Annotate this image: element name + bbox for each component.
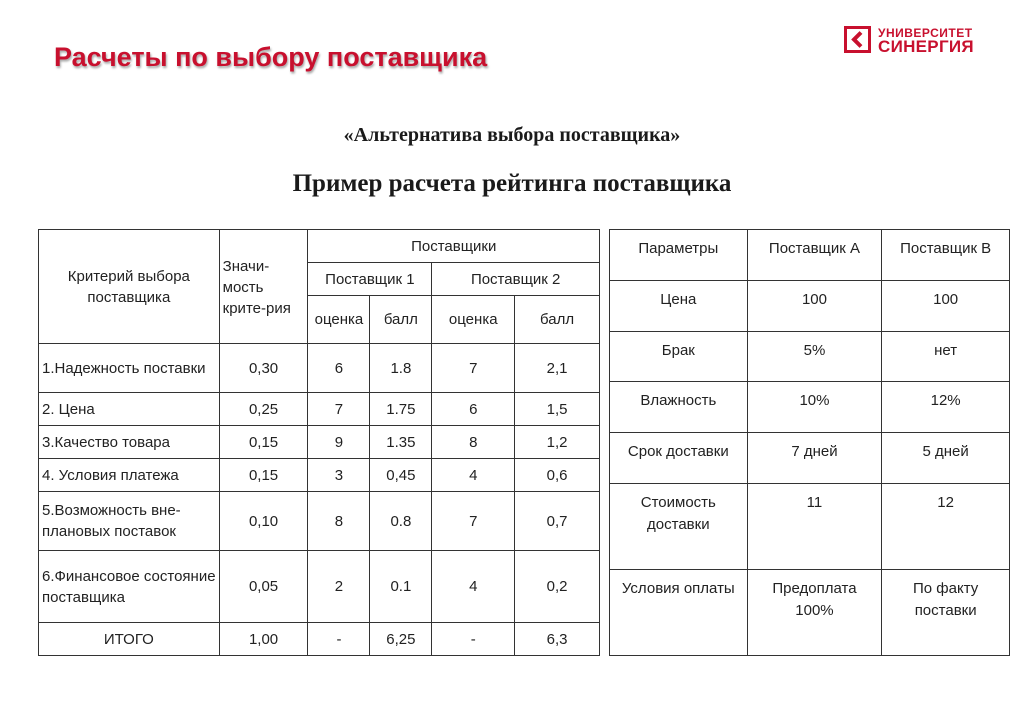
s1-points-cell: 1.35	[370, 426, 432, 459]
s1-score-cell: 2	[308, 551, 370, 623]
total-s2-score: -	[432, 623, 515, 656]
supplier-b-cell: 5 дней	[882, 433, 1010, 484]
table-row	[39, 393, 600, 426]
supplier-a-cell: 11	[747, 484, 882, 570]
criterion-cell: 6.Финансовое состояние поставщика	[39, 551, 220, 623]
weight-cell: 0,30	[219, 344, 308, 393]
supplier-a-cell: 7 дней	[747, 433, 882, 484]
header-points: балл	[515, 296, 600, 344]
s1-points-cell: 0.1	[370, 551, 432, 623]
supplier-b-cell: 12%	[882, 382, 1010, 433]
s1-score-cell: 6	[308, 344, 370, 393]
s2-points-cell: 0,6	[515, 459, 600, 492]
s2-score-cell: 8	[432, 426, 515, 459]
total-weight: 1,00	[219, 623, 308, 656]
table-row	[610, 433, 1010, 484]
parameters-table	[609, 229, 1010, 656]
s2-score-cell: 7	[432, 492, 515, 551]
s2-score-cell: 7	[432, 344, 515, 393]
total-s1-score: -	[308, 623, 370, 656]
supplier-a-cell: 100	[747, 281, 882, 332]
s1-score-cell: 9	[308, 426, 370, 459]
table-row	[610, 332, 1010, 382]
s1-points-cell: 1.75	[370, 393, 432, 426]
table-row	[39, 551, 600, 623]
weight-cell: 0,25	[219, 393, 308, 426]
param-cell: Срок доставки	[610, 433, 748, 484]
supplier-b-cell: 12	[882, 484, 1010, 570]
header-parameters: Параметры	[610, 230, 748, 281]
subtitle-alternative: «Альтернатива выбора поставщика»	[343, 124, 681, 146]
param-cell: Влажность	[610, 382, 748, 433]
s1-points-cell: 1.8	[370, 344, 432, 393]
s2-points-cell: 0,2	[515, 551, 600, 623]
s1-score-cell: 8	[308, 492, 370, 551]
param-cell: Брак	[610, 332, 748, 382]
s2-points-cell: 1,2	[515, 426, 600, 459]
table-row	[39, 344, 600, 393]
logo-text-synergy: СИНЕРГИЯ	[878, 37, 974, 56]
university-logo	[844, 26, 994, 56]
param-cell: Условия оплаты	[610, 570, 748, 656]
supplier-a-cell: 10%	[747, 382, 882, 433]
supplier-b-cell: 100	[882, 281, 1010, 332]
header-supplier-2: Поставщик 2	[432, 263, 600, 296]
weight-cell: 0,15	[219, 459, 308, 492]
s1-points-cell: 0,45	[370, 459, 432, 492]
s2-points-cell: 1,5	[515, 393, 600, 426]
s2-score-cell: 6	[432, 393, 515, 426]
criterion-cell: 5.Возможность вне-плановых поставок	[39, 492, 220, 551]
table-row	[39, 459, 600, 492]
supplier-b-cell: По факту поставки	[882, 570, 1010, 656]
s2-score-cell: 4	[432, 551, 515, 623]
header-suppliers: Поставщики	[308, 230, 600, 263]
header-score: оценка	[432, 296, 515, 344]
s1-score-cell: 7	[308, 393, 370, 426]
criterion-cell: 2. Цена	[39, 393, 220, 426]
supplier-a-cell: Предоплата 100%	[747, 570, 882, 656]
criterion-cell: 3.Качество товара	[39, 426, 220, 459]
supplier-b-cell: нет	[882, 332, 1010, 382]
s2-points-cell: 0,7	[515, 492, 600, 551]
table-row	[610, 484, 1010, 570]
supplier-a-cell: 5%	[747, 332, 882, 382]
s2-points-cell: 2,1	[515, 344, 600, 393]
criterion-cell: 4. Условия платежа	[39, 459, 220, 492]
s2-score-cell: 4	[432, 459, 515, 492]
s1-score-cell: 3	[308, 459, 370, 492]
header-score: оценка	[308, 296, 370, 344]
table-row	[610, 570, 1010, 656]
table-row	[39, 426, 600, 459]
header-supplier-a: Поставщик А	[747, 230, 882, 281]
header-criterion: Критерий выбора поставщика	[39, 230, 220, 344]
slide-title: Расчеты по выбору поставщика	[54, 42, 488, 72]
weight-cell: 0,15	[219, 426, 308, 459]
param-cell: Стоимость доставки	[610, 484, 748, 570]
header-points: балл	[370, 296, 432, 344]
total-s1-points: 6,25	[370, 623, 432, 656]
header-supplier-1: Поставщик 1	[308, 263, 432, 296]
table-row	[610, 281, 1010, 332]
weight-cell: 0,05	[219, 551, 308, 623]
weight-cell: 0,10	[219, 492, 308, 551]
param-cell: Цена	[610, 281, 748, 332]
header-significance: Значи-мость крите-рия	[219, 230, 308, 344]
logo-text-university: УНИВЕРСИТЕТ	[878, 26, 973, 40]
total-s2-points: 6,3	[515, 623, 600, 656]
total-label: ИТОГО	[39, 623, 220, 656]
synergy-logo-icon	[844, 26, 871, 53]
criterion-cell: 1.Надежность поставки	[39, 344, 220, 393]
rating-table	[38, 229, 600, 656]
header-supplier-b: Поставщик В	[882, 230, 1010, 281]
subtitle-main: Пример расчета рейтинга поставщика	[292, 170, 732, 197]
table-row	[39, 492, 600, 551]
total-row	[39, 623, 600, 656]
table-row	[610, 382, 1010, 433]
s1-points-cell: 0.8	[370, 492, 432, 551]
